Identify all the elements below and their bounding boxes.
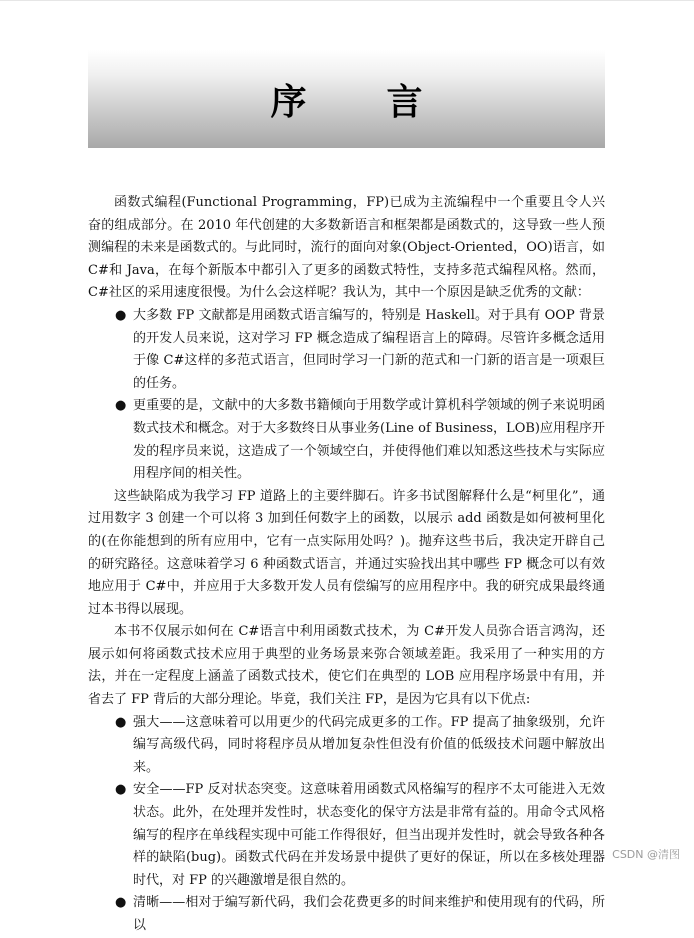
bullet-icon: ● xyxy=(115,895,127,911)
bullet-icon: ● xyxy=(115,782,127,798)
bullet-icon: ● xyxy=(115,398,127,414)
page-top-rule xyxy=(0,0,694,1)
chapter-header-banner xyxy=(88,50,605,148)
bullet-item xyxy=(88,305,605,395)
paragraph-intro: 函数式编程(Functional Programming，FP)已成为主流编程中一个重要且令人兴奋的组成部分。在 2010 年代创建的大多数新语言和框架都是函数式的，这导致一些人预测编程的未来是函数式的。与此同时，流行的面向对象(Object-Oriented，OO)语言，如 C#和 Java，在每个新版本中都引入了更多的函数式特性，支持多范式编程风格。然而，C#社区的采用速度很慢。为什么会这样呢？我认为，其中一个原因是缺乏优秀的文献： xyxy=(88,195,605,301)
paragraph-obstacles: 这些缺陷成为我学习 FP 道路上的主要绊脚石。许多书试图解释什么是“柯里化”，通过用数字 3 创建一个可以将 3 加到任何数字上的函数，以展示 add 函数是如何被柯里化的(在你能想到的所有应用中，它有一点实际用处吗？)。抛弃这些书后，我决定开辟自己的研究路径。这意味着学习 6 种函数式语言，并通过实验找出其中哪些 FP 概念可以有效地应用于 C#中，并应用于大多数开发人员有偿编写的应用程序中。我的研究成果最终通过本书得以展现。 xyxy=(88,488,605,617)
bullet-text: 强大——这意味着可以用更少的代码完成更多的工作。FP 提高了抽象级别，允许编写高级代码，同时将程序员从增加复杂性但没有价值的低级技术问题中解放出来。 xyxy=(133,714,605,775)
paragraph-approach: 本书不仅展示如何在 C#语言中利用函数式技术，为 C#开发人员弥合语言鸿沟，还展示如何将函数式技术应用于典型的业务场景来弥合领域差距。我采用了一种实用的方法，并在一定程度上涵盖了函数式技术，使它们在典型的 LOB 应用程序场景中有用，并省去了 FP 背后的大部分理论。毕竟，我们关注 FP，是因为它具有以下优点: xyxy=(88,624,605,708)
bullet-text: 大多数 FP 文献都是用函数式语言编写的，特别是 Haskell。对于具有 OOP 背景的开发人员来说，这对学习 FP 概念造成了编程语言上的障碍。尽管许多概念适用于像 C#这样的多范式语言，但同时学习一门新的范式和一门新的语言是一项艰巨的任务。 xyxy=(133,307,605,391)
body-text xyxy=(88,192,605,938)
watermark: CSDN @清图 xyxy=(612,848,680,861)
bullet-icon: ● xyxy=(115,307,127,323)
bullet-item xyxy=(88,892,605,937)
bullet-text: 清晰——相对于编写新代码，我们会花费更多的时间来维护和使用现有的代码，所以 xyxy=(133,895,605,933)
bullet-text: 安全——FP 反对状态突变。这意味着用函数式风格编写的程序不太可能进入无效状态。此外，在处理并发性时，状态变化的保守方法是非常有益的。用命令式风格编写的程序在单线程实现中可能工作得很好，但当出现并发性时，就会导致各种各样的缺陷(bug)。函数式代码在并发场景中提供了更好的保证，所以在多核处理器时代，对 FP 的兴趣激增是很自然的。 xyxy=(133,782,605,888)
bullet-text: 更重要的是，文献中的大多数书籍倾向于用数学或计算机科学领域的例子来说明函数式技术和概念。对于大多数终日从事业务(Line of Business，LOB)应用程序开发的程序员来说，这造成了一个领域空白，并使得他们难以知悉这些技术与实际应用程序间的相关性。 xyxy=(133,398,605,482)
bullet-item xyxy=(88,779,605,892)
chapter-title: 序言 xyxy=(270,81,503,123)
bullet-item xyxy=(88,395,605,485)
bullet-icon: ● xyxy=(115,714,127,730)
bullet-item xyxy=(88,712,605,780)
